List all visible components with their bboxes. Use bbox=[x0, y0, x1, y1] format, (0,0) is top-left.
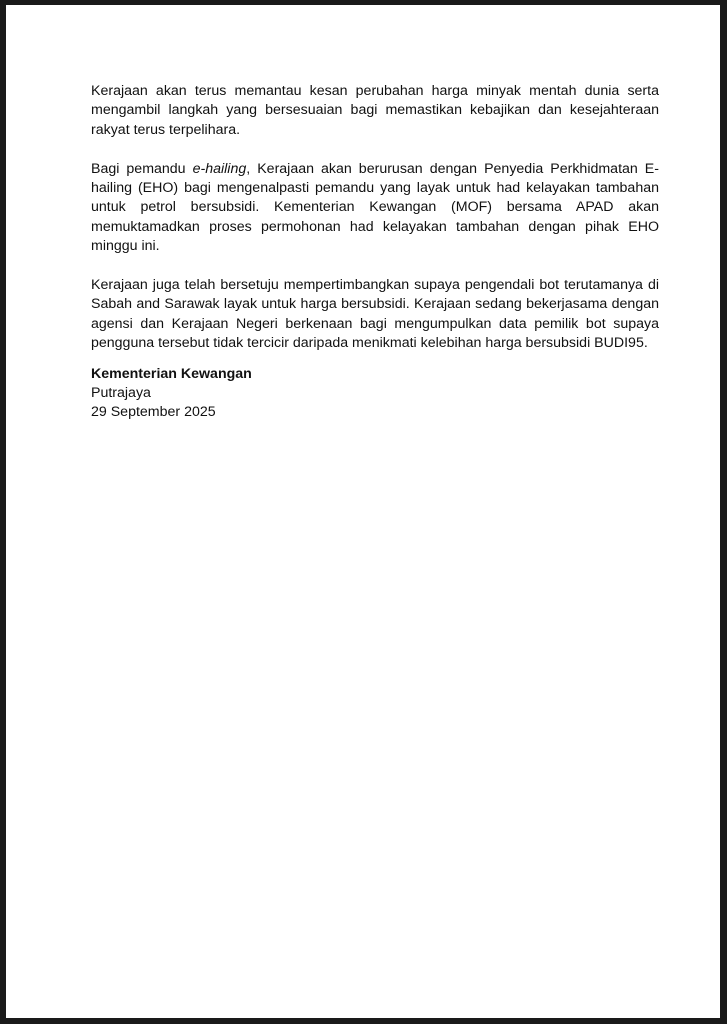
paragraph-boat-operators bbox=[91, 276, 659, 354]
signature-location: Putrajaya bbox=[91, 385, 151, 402]
signature-organization: Kementerian Kewangan bbox=[91, 365, 252, 382]
paragraph-italic-term: e-hailing bbox=[192, 160, 247, 177]
signature-block bbox=[91, 365, 659, 423]
paragraph-prefix: Bagi pemandu bbox=[91, 160, 193, 177]
paragraph-text: Kerajaan akan terus memantau kesan perubahan harga minyak mentah dunia serta mengambil langkah yang bersesuaian bagi memastikan kebajikan dan kesejahteraan rakyat terus terpelihara. bbox=[91, 83, 659, 138]
signature-date: 29 September 2025 bbox=[91, 404, 216, 421]
paragraph-text: Kerajaan juga telah bersetuju mempertimbangkan supaya pengendali bot terutamanya di Sabah and Sarawak layak untuk harga bersubsidi. Kerajaan sedang bekerjasama dengan agensi dan Kerajaan Negeri berkenaan bagi mengumpulkan data pemilik bot supaya pengguna tersebut tidak tercicir daripada menikmati kelebihan harga bersubsidi BUDI95. bbox=[91, 277, 659, 352]
document-body bbox=[91, 82, 659, 423]
paragraph-price-monitoring bbox=[91, 82, 659, 140]
paragraph-e-hailing bbox=[91, 160, 659, 257]
paragraph-suffix: , Kerajaan akan berurusan dengan Penyedia Perkhidmatan E-hailing (EHO) bagi mengenalpasti pemandu yang layak untuk had kelayakan tambahan untuk petrol bersubsidi. Kementerian Kewangan (MOF) bersama APAD akan memuktamadkan proses permohonan had kelayakan tambahan dengan pihak EHO minggu ini. bbox=[91, 160, 659, 255]
document-page bbox=[6, 5, 720, 1018]
